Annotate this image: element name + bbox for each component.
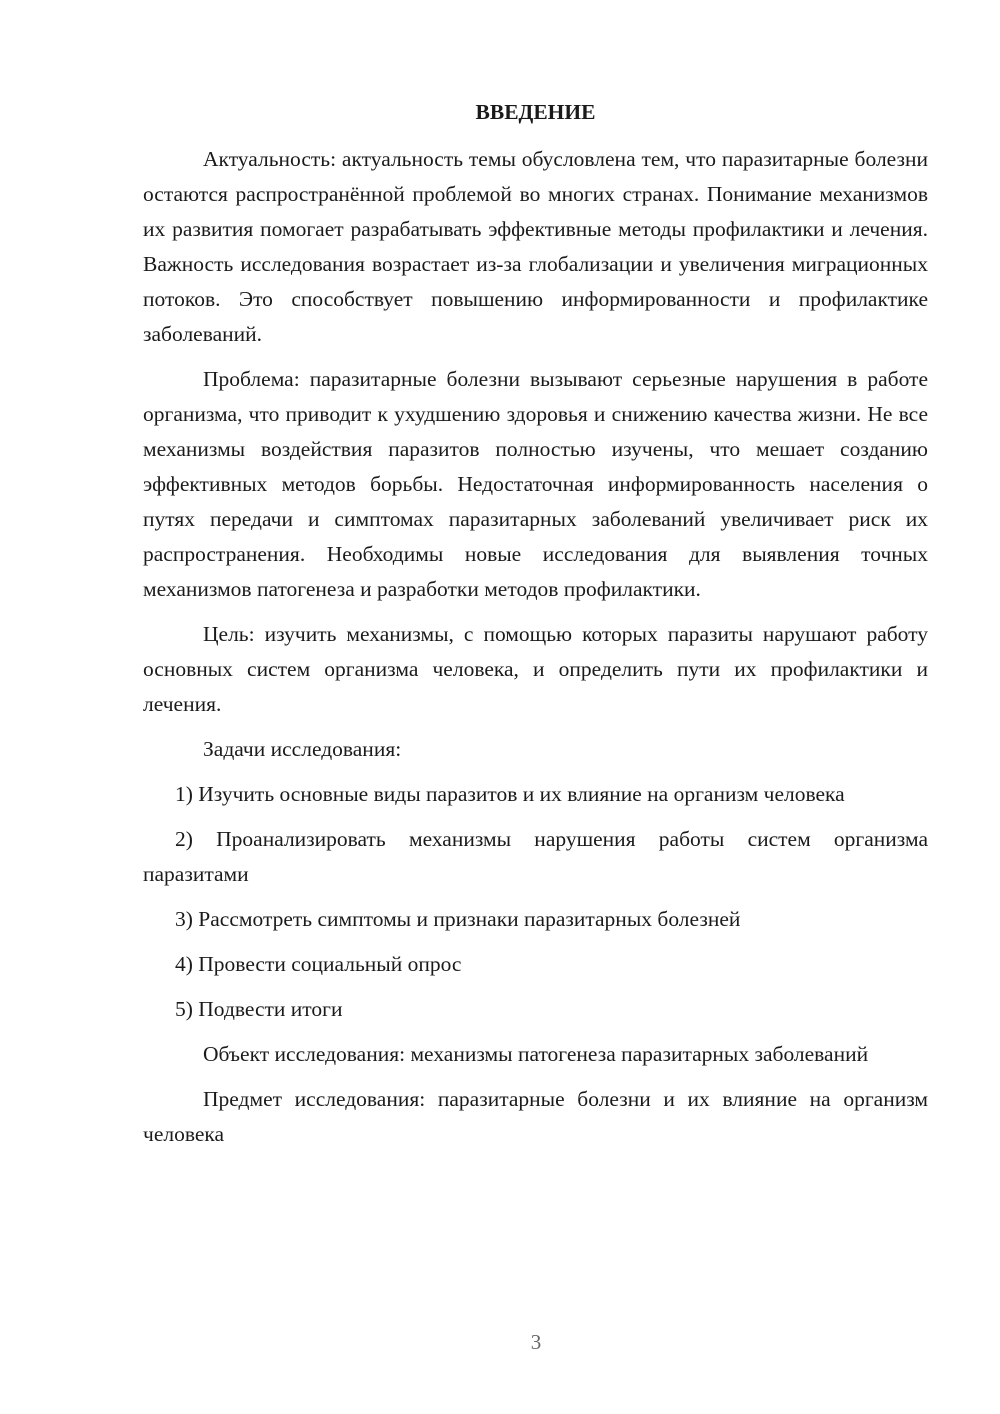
- task-item-4: 4) Провести социальный опрос: [175, 952, 462, 976]
- object-paragraph: Объект исследования: механизмы патогенеза паразитарных заболеваний: [203, 1042, 869, 1066]
- section-heading: ВВЕДЕНИЕ: [475, 100, 596, 124]
- problem-paragraph: Проблема: паразитарные болезни вызывают серьезные нарушения в работе организма, что приводит к ухудшению здоровья и снижению качества жизни. Не все механизмы воздействия паразитов полностью изучены, что мешает созданию эффективных методов борьбы. Недостаточная информированность населения о путях передачи и симптомах паразитарных заболеваний увеличивает риск их распространения. Необходимы новые исследования для выявления точных механизмов патогенеза и разработки методов профилактики.: [143, 367, 928, 601]
- tasks-list: [143, 777, 928, 1027]
- subject-paragraph: Предмет исследования: паразитарные болезни и их влияние на организм человека: [143, 1087, 928, 1146]
- task-item-1: 1) Изучить основные виды паразитов и их влияние на организм человека: [175, 782, 845, 806]
- goal-paragraph: Цель: изучить механизмы, с помощью которых паразиты нарушают работу основных систем организма человека, и определить пути их профилактики и лечения.: [143, 622, 928, 716]
- document-page: [143, 95, 928, 1162]
- task-item-3: 3) Рассмотреть симптомы и признаки паразитарных болезней: [175, 907, 741, 931]
- tasks-heading: Задачи исследования:: [203, 737, 402, 761]
- page-number: 3: [530, 1330, 542, 1354]
- task-item-2: 2) Проанализировать механизмы нарушения работы систем организма паразитами: [143, 827, 928, 886]
- relevance-paragraph: Актуальность: актуальность темы обусловлена тем, что паразитарные болезни остаются распространённой проблемой во многих странах. Понимание механизмов их развития помогает разрабатывать эффективные методы профилактики и лечения. Важность исследования возрастает из-за глобализации и увеличения миграционных потоков. Это способствует повышению информированности и профилактике заболеваний.: [143, 147, 928, 346]
- task-item-5: 5) Подвести итоги: [175, 997, 343, 1021]
